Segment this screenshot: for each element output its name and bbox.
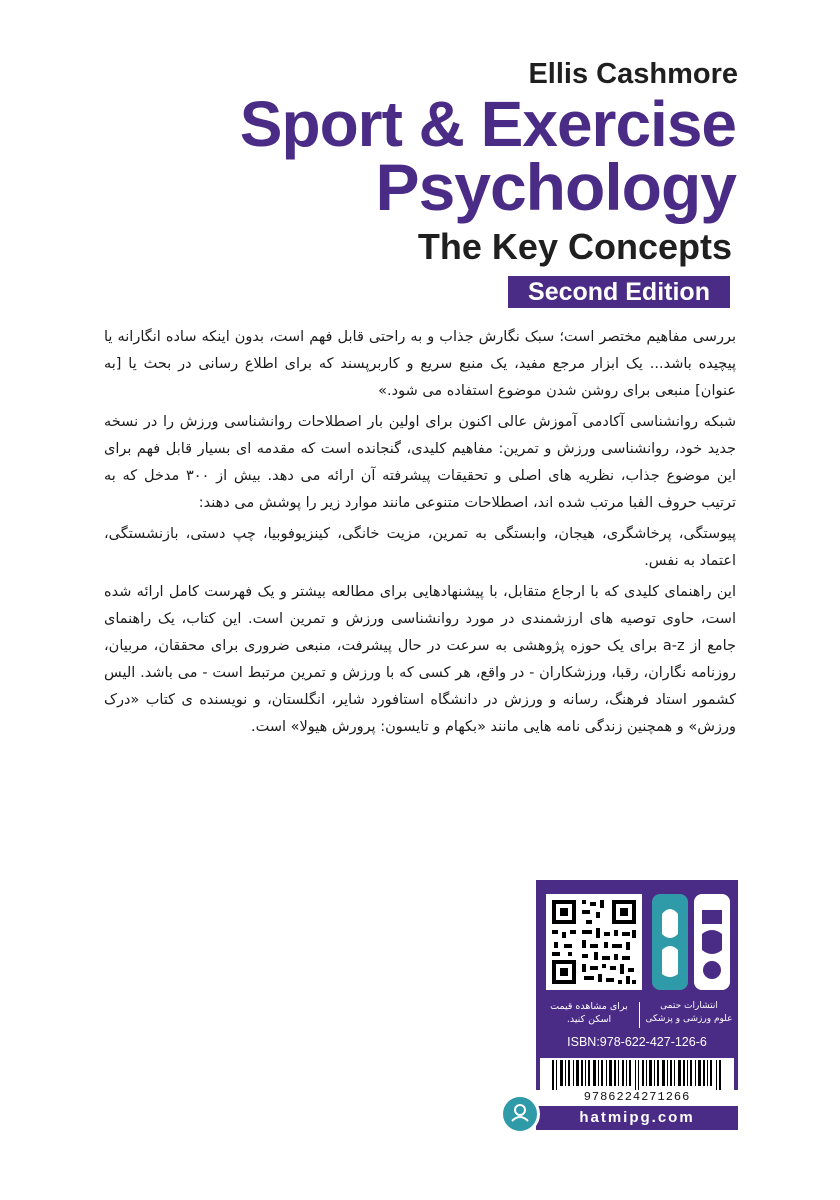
publisher-logo	[652, 894, 730, 990]
book-title-line-2: Psychology	[375, 150, 736, 224]
barcode-number: 9786224271266	[583, 1090, 691, 1104]
blurb-paragraph-1: بررسی مفاهیم مختصر است؛ سبک نگارش جذاب و به راحتی قابل فهم است، بدون اینکه ساده انگارانه یا پیچیده باشد... یک ابزار مرجع مفید، یک منبع سریع و کاربرپسند که برای اطلاع رسانی در بحث یا [به عنوان] منبعی برای روشن شدن موضوع استفاده می شود.»	[104, 329, 736, 399]
scan-note: برای مشاهده قیمت اسکن کنید.	[550, 1001, 628, 1025]
book-subtitle: The Key Concepts	[417, 226, 732, 267]
author-name: Ellis Cashmore	[528, 58, 738, 90]
publisher-name	[644, 1000, 734, 1026]
blurb	[104, 324, 736, 745]
barcode	[540, 1058, 734, 1104]
qr-code[interactable]	[546, 894, 642, 990]
website-url[interactable]: hatmipg.com	[536, 1106, 738, 1130]
blurb-paragraph-3: پیوستگی، پرخاشگری، هیجان، وابستگی به تمرین، مزیت خانگی، کینزیوفوبیا، چپ دستی، بازنشستگی، اعتماد به نفس.	[104, 526, 736, 569]
blurb-paragraph-4: این راهنمای کلیدی که با ارجاع متقابل، با پیشنهادهایی برای مطالعه بیشتر و یک فهرست کامل ارائه شده است، حاوی توصیه های ارزشمندی در مورد روانشناسی ورزش و تمرین است. این کتاب، یک راهنمای جامع از a-z برای یک حوزه پژوهشی به سرعت در حال پیشرفت، منبعی ضروری برای محققان، مربیان، روزنامه نگاران، رقبا، ورزشکاران - در واقع، هر کسی که با ورزش و تمرین مرتبط است - می باشد. الیس کشمور استاد فرهنگ، رسانه و ورزش در دانشگاه استافورد شایر، انگلستان، و نویسنده ی کتاب «درک ورزش» و همچنین زندگی نامه هایی مانند «بکهام و تایسون: پرورش هیولا» است.	[104, 584, 736, 735]
publisher-name-text: انتشارات حتمی	[660, 1001, 718, 1011]
panel-divider	[639, 1002, 640, 1028]
isbn: ISBN:978-622-427-126-6	[567, 1035, 707, 1049]
publisher-circle-logo	[500, 1094, 540, 1134]
book-title-line-1: Sport & Exercise	[239, 88, 736, 160]
publisher-tagline: علوم ورزشی و پزشکی	[645, 1014, 733, 1024]
blurb-paragraph-2: شبکه روانشناسی آکادمی آموزش عالی اکنون برای اولین بار اصطلاحات روانشناسی ورزش را در نسخه جدید خود، روانشناسی ورزش و تمرین: مفاهیم کلیدی، گنجانده است که مقدمه ای بسیار قابل فهم برای این موضوع جذاب، نظریه های اصلی و تحقیقات پیشرفته آن ارائه می دهد. بیش از ۳۰۰ مدخل که به ترتیب حروف الفبا مرتب شده اند، اصطلاحات متنوعی مانند موارد زیر را پوشش می دهند:	[104, 414, 737, 511]
edition-badge: Second Edition	[508, 276, 730, 308]
